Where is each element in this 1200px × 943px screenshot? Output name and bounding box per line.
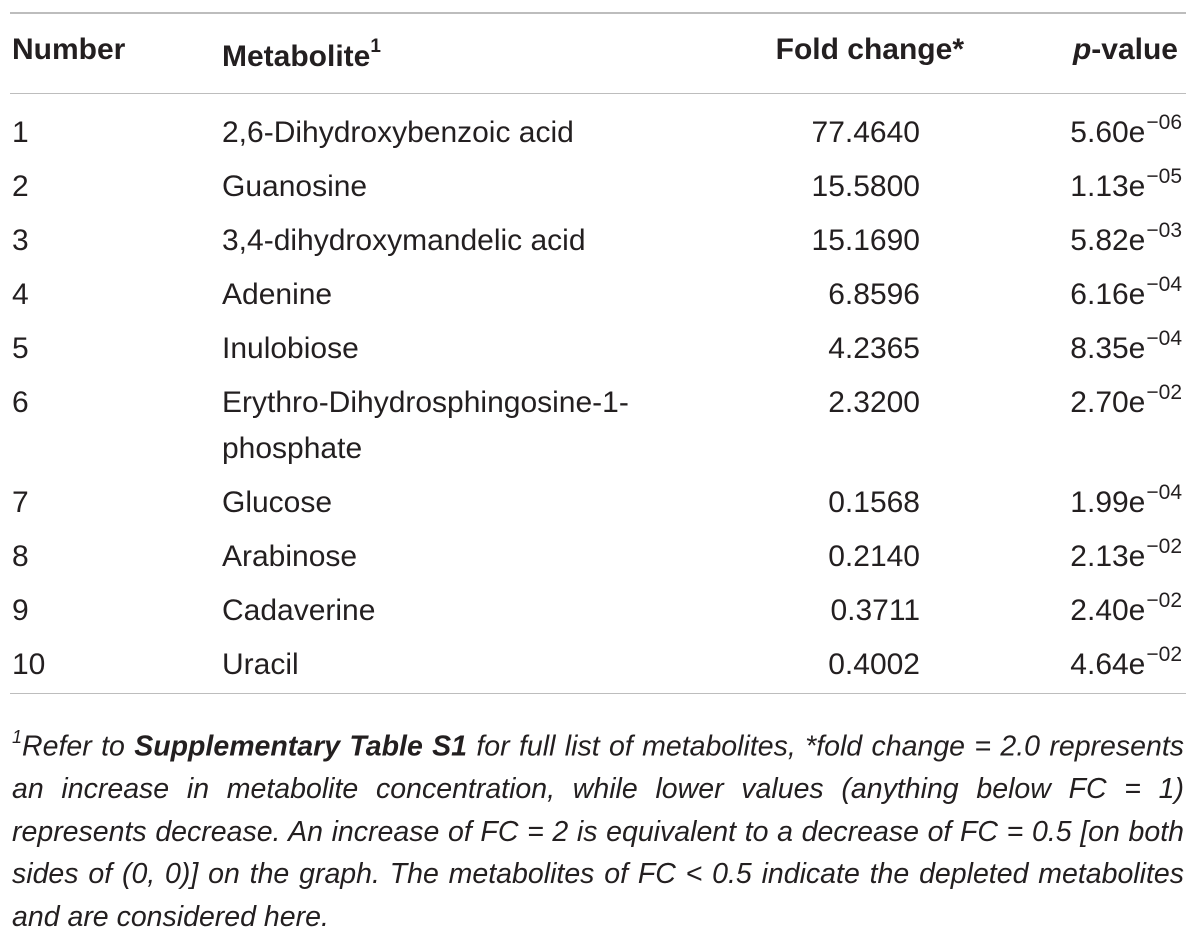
p-value-exponent: −02 (1146, 535, 1182, 558)
footnote-text: for full list of metabolites, *fold change = 2.0 represents an increase in metabolite concentration, while lower values (anything below FC = 1) represents decrease. An increase of FC = 2 is equivalent to a decrease of FC = 0.5 [on both sides of (0, 0)] on the graph. The metabolites of FC < 0.5 indicate the depleted metabolites and are considered here. (12, 730, 1184, 933)
row-number: 9 (12, 594, 29, 627)
row-number: 2 (12, 170, 29, 203)
row-fold-change: 15.5800 (811, 170, 920, 203)
row-p-value (1070, 537, 1182, 580)
row-metabolite: Arabinose (222, 540, 358, 573)
row-p-value (1070, 383, 1182, 426)
row-number: 3 (12, 224, 29, 257)
header-number: Number (12, 33, 126, 66)
p-value-mantissa: 4.64e (1070, 648, 1146, 681)
header-metabolite-footnote-mark: 1 (370, 36, 381, 57)
row-metabolite: 2,6-Dihydroxybenzoic acid (222, 116, 574, 149)
row-p-value (1070, 645, 1182, 688)
header-rule (10, 93, 1186, 94)
row-p-value (1070, 275, 1182, 318)
header-p-italic: p (1072, 33, 1092, 66)
row-metabolite: Inulobiose (222, 332, 359, 365)
p-value-exponent: −02 (1146, 643, 1182, 666)
bottom-rule (10, 693, 1186, 694)
row-number: 5 (12, 332, 29, 365)
row-fold-change: 0.3711 (830, 594, 920, 627)
p-value-mantissa: 1.99e (1070, 486, 1146, 519)
p-value-exponent: −04 (1146, 273, 1182, 296)
p-value-exponent: −05 (1146, 165, 1182, 188)
p-value-mantissa: 2.70e (1070, 386, 1146, 419)
row-number: 1 (12, 116, 29, 149)
row-number: 4 (12, 278, 29, 311)
row-metabolite: Erythro-Dihydrosphingosine-1-phosphate (222, 386, 629, 465)
header-metabolite-label: Metabolite (222, 40, 371, 73)
row-metabolite: Cadaverine (222, 594, 376, 627)
p-value-mantissa: 5.82e (1070, 224, 1146, 257)
p-value-mantissa: 2.13e (1070, 540, 1146, 573)
row-p-value (1070, 483, 1182, 526)
row-metabolite: Guanosine (222, 170, 368, 203)
row-number: 7 (12, 486, 29, 519)
row-fold-change: 6.8596 (828, 278, 920, 311)
footnote-supplementary-ref: Supplementary Table S1 (134, 730, 468, 763)
row-number: 8 (12, 540, 29, 573)
row-p-value (1070, 591, 1182, 634)
row-p-value (1070, 221, 1182, 264)
row-fold-change: 0.2140 (828, 540, 920, 573)
table-footnote (12, 718, 1184, 938)
row-fold-change: 15.1690 (811, 224, 920, 257)
row-number: 6 (12, 386, 29, 419)
p-value-exponent: −03 (1146, 219, 1182, 242)
p-value-mantissa: 5.60e (1070, 116, 1146, 149)
row-number: 10 (12, 648, 46, 681)
row-fold-change: 77.4640 (811, 116, 920, 149)
p-value-mantissa: 8.35e (1070, 332, 1146, 365)
header-p-suffix: -value (1091, 33, 1178, 66)
row-fold-change: 2.3200 (828, 386, 920, 419)
row-metabolite: Adenine (222, 278, 333, 311)
header-p-value (1073, 30, 1178, 70)
header-fold-change: Fold change* (775, 33, 964, 66)
p-value-exponent: −02 (1146, 589, 1182, 612)
p-value-mantissa: 2.40e (1070, 594, 1146, 627)
p-value-exponent: −04 (1146, 481, 1182, 504)
p-value-mantissa: 1.13e (1070, 170, 1146, 203)
header-metabolite (222, 30, 381, 77)
top-rule (10, 12, 1186, 14)
p-value-exponent: −06 (1146, 111, 1182, 134)
row-metabolite: Uracil (222, 648, 299, 681)
row-p-value (1070, 329, 1182, 372)
p-value-exponent: −04 (1146, 327, 1182, 350)
row-p-value (1070, 167, 1182, 210)
row-p-value (1070, 113, 1182, 156)
p-value-mantissa: 6.16e (1070, 278, 1146, 311)
row-metabolite: Glucose (222, 486, 333, 519)
row-fold-change: 0.1568 (828, 486, 920, 519)
row-fold-change: 4.2365 (828, 332, 920, 365)
p-value-exponent: −02 (1146, 381, 1182, 404)
row-fold-change: 0.4002 (828, 648, 920, 681)
row-metabolite: 3,4-dihydroxymandelic acid (222, 224, 586, 257)
footnote-prefix: Refer to (22, 730, 135, 763)
footnote-mark: 1 (12, 727, 23, 747)
